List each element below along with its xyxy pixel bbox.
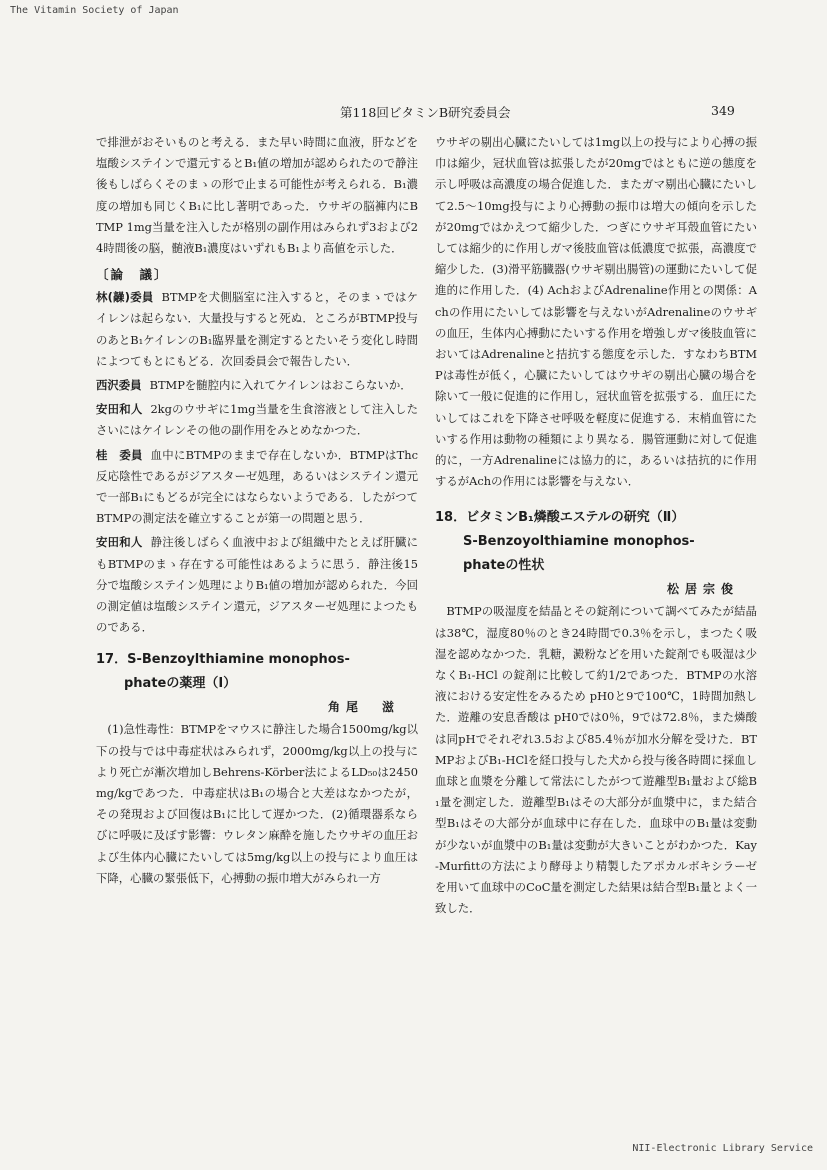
remark-text: BTMPを犬側脳室に注入すると，そのまゝではケイレンは起らない．大量投与すると死ぬ．ところがBTMP投与のあとB₁ケイレンのB₁臨界量を測定するとたいそう変化し時間によつてもとにもどる．次回委員会で報告したい． (96, 290, 419, 368)
remark (96, 532, 418, 638)
intro-paragraph: で排泄がおそいものと考える．また早い時間に血液，肝などを塩酸システインで還元するとB₁値の増加が認められたので静注後もしばらくそのまゝの形で止まる可能性が考えられる．B₁濃度の増加も同じくB₁に比し著明であった．ウサギの脳褲内にBTMP 1mg当量を注入したが格別の副作用はみられず3および24時間後の脳，髄液B₁濃度はいずれもB₁より高値を示した． (96, 135, 418, 256)
continuation-paragraph: ウサギの剔出心臓にたいしては1mg以上の投与により心搏の振巾は縮少，冠状血管は拡張したが20mgではともに逆の態度を示し呼吸は高濃度の場合促進した．またガマ剔出心臓にたいして2.5～10mg投与により心搏動の振巾は増大の傾向を示したが20mgではかえつて縮少した．つぎにウサギ耳殻血管にたいしては縮少的に作用しガマ後肢血管は低濃度で拡張，高濃度で縮少した．(3)滑平筋臓器(ウサギ剔出腸管)の運動にたいして促進的に作用した．(4) AchおよびAdrenaline作用との関係：Achの作用にたいしては影響を与えないがAdrenalineのウサギの血圧，生体内心搏動にたいする作用を増強しガマ後肢血管においてはAdrenalineと拮抗する態度を示した．すなわちBTMPは毒性が低く，心臓にたいしてはウサギの剔出心臓の場合を除いて一般に促進的に作用し，冠状血管を拡張する．血圧にたいしてはこれを下降させ呼吸を軽度に促進する．末梢血管にたいする作用は動物の種類により異なる．腸管運動に対して促進的に，一方Adrenalineには協力的に，あるいは拮抗的に作用するがAchの作用には影響を与えない． (435, 135, 757, 489)
remark (96, 399, 418, 441)
remark-text: 2kgのウサギに1mg当量を生食溶液として注入したさいにはケイレンその他の副作用をみとめなかつた． (96, 402, 418, 438)
remark (96, 287, 418, 372)
remark-text: 血中にBTMPのままで存在しないか．BTMPはThc反応陰性であるがジアスターゼ処理，あるいはシステイン還元で一部B₁にもどるが完全にはならないようである．したがつてBTMPの測定法を確立することが第一の問題と思う． (96, 447, 418, 526)
section-17-title-line2: phateの薬理（Ⅰ） (124, 676, 237, 692)
speaker: 安田和人 (96, 402, 143, 417)
section-18-body: BTMPの吸湿度を結晶とその錠剤について調べてみたが結晶は38℃，湿度80％のとき24時間で0.3％を示し，まつたく吸湿を認めなかつた．乳糖，澱粉などを用いた錠剤でも吸湿は少なくB₁-HCl の錠剤に比較して約1/2であつた．BTMPの水溶液における安定性をみるため pH0と9で100℃，1時間加熱した．遊離の安息香酸は pH0では0％，9では72.8％，また燐酸は同pHでそれぞれ3.5および85.4％が加水分解を受けた．BTMPおよびB₁-HClを経口投与した犬から投与後各時間に採血し血球と血漿を分離して常法にしたがつて遊離型B₁量および総B₁量を測定した．遊離型B₁はその大部分が血漿中に，また結合型B₁はその大部分が血球中に存在した．血球中のB₁量は変動が少ないが血漿中のB₁量は変動が大きいことがわかつた．Kay-Murfittの方法により酵母より精製したアポカルボキシラーゼを用いて血球中のCoC量を測定した結果は結合型B₁量とよく一致した． (435, 604, 757, 916)
page-number: 349 (711, 103, 735, 118)
right-column (435, 132, 757, 920)
section-17-title (96, 648, 418, 696)
remark-text: BTMPを髄腔内に入れてケイレンはおこらないか． (149, 378, 412, 393)
section-18-title-line1: 18．ビタミンB₁燐酸エステルの研究（Ⅱ） (435, 510, 685, 526)
left-column (96, 132, 418, 889)
section-17-body: (1)急性毒性：BTMPをマウスに静注した場合1500mg/kg以下の投与では中毒症状はみられず，2000mg/kg以上の投与により死亡が漸次増加しBehrens-Körber法によるLD₅₀は2450mg/kgであつた．中毒症状はB₁の場合と大差はなかつたが，その発現および回復はB₁に比して遅かつた．(2)循環器系ならびに呼吸に及ぼす影響：ウレタン麻酔を施したウサギの血圧および生体内心臓にたいしては5mg/kg以上の投与により血圧は下降，心臓の緊張低下，心搏動の振巾増大がみられ一方 (96, 722, 418, 885)
discussion-heading: 〔論 議〕 (96, 267, 169, 283)
remark-text: 静注後しばらく血液中および組織中たとえば肝臓にもBTMPのまゝ存在する可能性はあるように思う．静注後15分で塩酸システイン処理によりB₁値の増加が認められた．今回の測定値は塩酸システイン還元，ジアスターゼ処理によつたものである． (96, 535, 418, 635)
speaker: 桂 委員 (96, 447, 143, 462)
speaker: 西沢委員 (96, 378, 142, 393)
running-head: 第118回ビタミンB研究委員会 (340, 105, 511, 120)
section-18-author: 松居宗俊 (666, 582, 739, 597)
speaker: 安田和人 (96, 535, 143, 550)
section-17-title-line1: 17．S-Benzoylthiamine monophos- (96, 652, 350, 668)
watermark-top: The Vitamin Society of Japan (10, 5, 179, 16)
watermark-bottom: NII-Electronic Library Service (632, 1143, 813, 1154)
section-17-author: 角尾 滋 (327, 700, 400, 715)
speaker: 林(髞)委員 (96, 290, 154, 305)
section-18-title (435, 506, 757, 578)
section-18-title-line2: S-Benzoyolthiamine monophos- (463, 534, 695, 550)
remark (96, 375, 418, 396)
section-18-title-line3: phateの性状 (463, 558, 545, 574)
remark (96, 445, 418, 530)
